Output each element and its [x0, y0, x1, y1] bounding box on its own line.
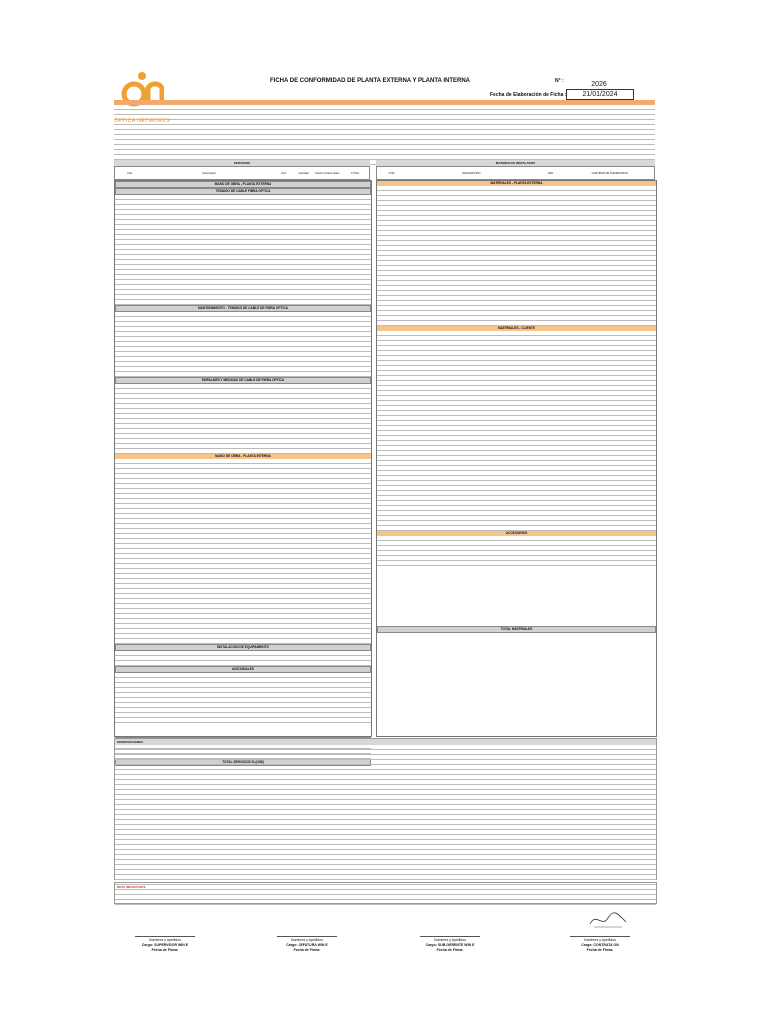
materials-rows-b	[377, 331, 656, 531]
signature-block	[555, 938, 645, 953]
materials-rows-c	[377, 536, 656, 566]
col-mat-supply: CANTIDAD DE SUMINISTROS	[591, 171, 628, 175]
materials-section	[376, 160, 655, 180]
col-mat-unit: UND.	[547, 171, 554, 175]
materials-rows-a	[377, 186, 656, 326]
total-services: TOTAL SERVICIOS S/.(US$)	[115, 759, 371, 766]
col-total: TOTAL	[351, 171, 360, 175]
nota-title: NOTA IMPORTANTE	[117, 885, 146, 889]
mantenimiento-header: MANTENIMIENTO - TENDIDO DE CABLE DE FIBRA OPTICA	[115, 305, 371, 312]
col-mat-code: COD.	[388, 171, 396, 175]
services-rows-d	[115, 459, 371, 644]
date-label: Fecha de Elaboración de Ficha :	[490, 92, 567, 98]
signature-stamp-icon	[588, 910, 628, 930]
mat-planta-header: MATERIALES - PLANTA EXTERNA	[377, 181, 656, 186]
signature-date: Fecha de Firma:	[586, 948, 614, 952]
logo-text: ÓPTICA NETWORKS	[114, 118, 171, 124]
signature-line	[135, 936, 195, 937]
col-mat-description: DESCRIPCION	[462, 171, 481, 175]
number-label: N° :	[555, 78, 564, 84]
signature-date: Fecha de Firma:	[151, 948, 179, 952]
materials-column-header	[376, 166, 655, 180]
services-rows-c	[115, 384, 371, 454]
signature-date: Fecha de Firma:	[293, 948, 321, 952]
col-code: Cód.	[127, 171, 133, 175]
materials-table	[376, 180, 657, 737]
services-rows-b	[115, 312, 371, 377]
col-unit: Und.	[280, 171, 287, 175]
date-value: 21/01/2024	[566, 89, 634, 100]
services-section	[114, 160, 370, 180]
number-value: 2026	[566, 80, 632, 90]
empalmes-header: EMPALMES Y MEDIDAS DE CABLE DE FIBRA OPTICA	[115, 377, 371, 384]
signature-role: Cargo: JEFATURA WIN E	[286, 943, 328, 947]
services-rows-f	[115, 673, 371, 723]
materials-title: MATERIALES INSTALADOS	[376, 160, 655, 166]
instalacion-header: INSTALACION DE EQUIPAMIENTO	[115, 644, 371, 651]
observations-block	[114, 738, 657, 880]
services-title: SERVICIOS	[114, 160, 370, 166]
tendido-header: TENDIDO DE CABLE FIBRA OPTICA	[115, 188, 371, 195]
signature-role: Cargo: SUPERVISOR WIN E	[141, 943, 189, 947]
mat-cliente-header: MATERIALES - CLIENTE	[377, 326, 656, 331]
signature-role: Cargo: CONTRATA ON	[581, 943, 619, 947]
signature-line	[277, 936, 337, 937]
adicionales-header: ADICIONALES	[115, 666, 371, 673]
signature-line	[420, 936, 480, 937]
info-block	[114, 100, 655, 158]
signature-block	[262, 938, 352, 953]
accesorios-header: ACCESORIOS	[377, 531, 656, 536]
services-rows-e	[115, 651, 371, 666]
col-qty: Cantidad	[298, 171, 309, 175]
signature-name: Nombres y Apellidos	[434, 938, 466, 942]
col-price: Precio Unitario Soles	[315, 171, 340, 175]
document-title: FICHA DE CONFORMIDAD DE PLANTA EXTERNA Y PLANTA INTERNA	[270, 78, 471, 84]
services-column-header	[114, 166, 370, 180]
signature-date: Fecha de Firma:	[436, 948, 464, 952]
col-description: Descripción	[202, 171, 217, 175]
signature-name: Nombres y Apellidos	[149, 938, 181, 942]
signature-name: Nombres y Apellidos	[584, 938, 616, 942]
signature-line	[570, 936, 630, 937]
signature-role: Cargo: SUB-GERENTE WIN E	[425, 943, 475, 947]
mano-obra-header: MANO DE OBRA - PLANTA EXTERNA	[115, 181, 371, 188]
services-rows-a	[115, 195, 371, 305]
signature-block	[120, 938, 210, 953]
signature-block	[405, 938, 495, 953]
signature-name: Nombres y Apellidos	[291, 938, 323, 942]
nota-block	[114, 882, 657, 904]
observations-title: OBSERVACIONES	[115, 739, 656, 745]
mano-interna-header: MANO DE OBRA - PLANTA INTERNA	[115, 454, 371, 459]
total-materials: TOTAL MATERIALES	[377, 626, 656, 633]
